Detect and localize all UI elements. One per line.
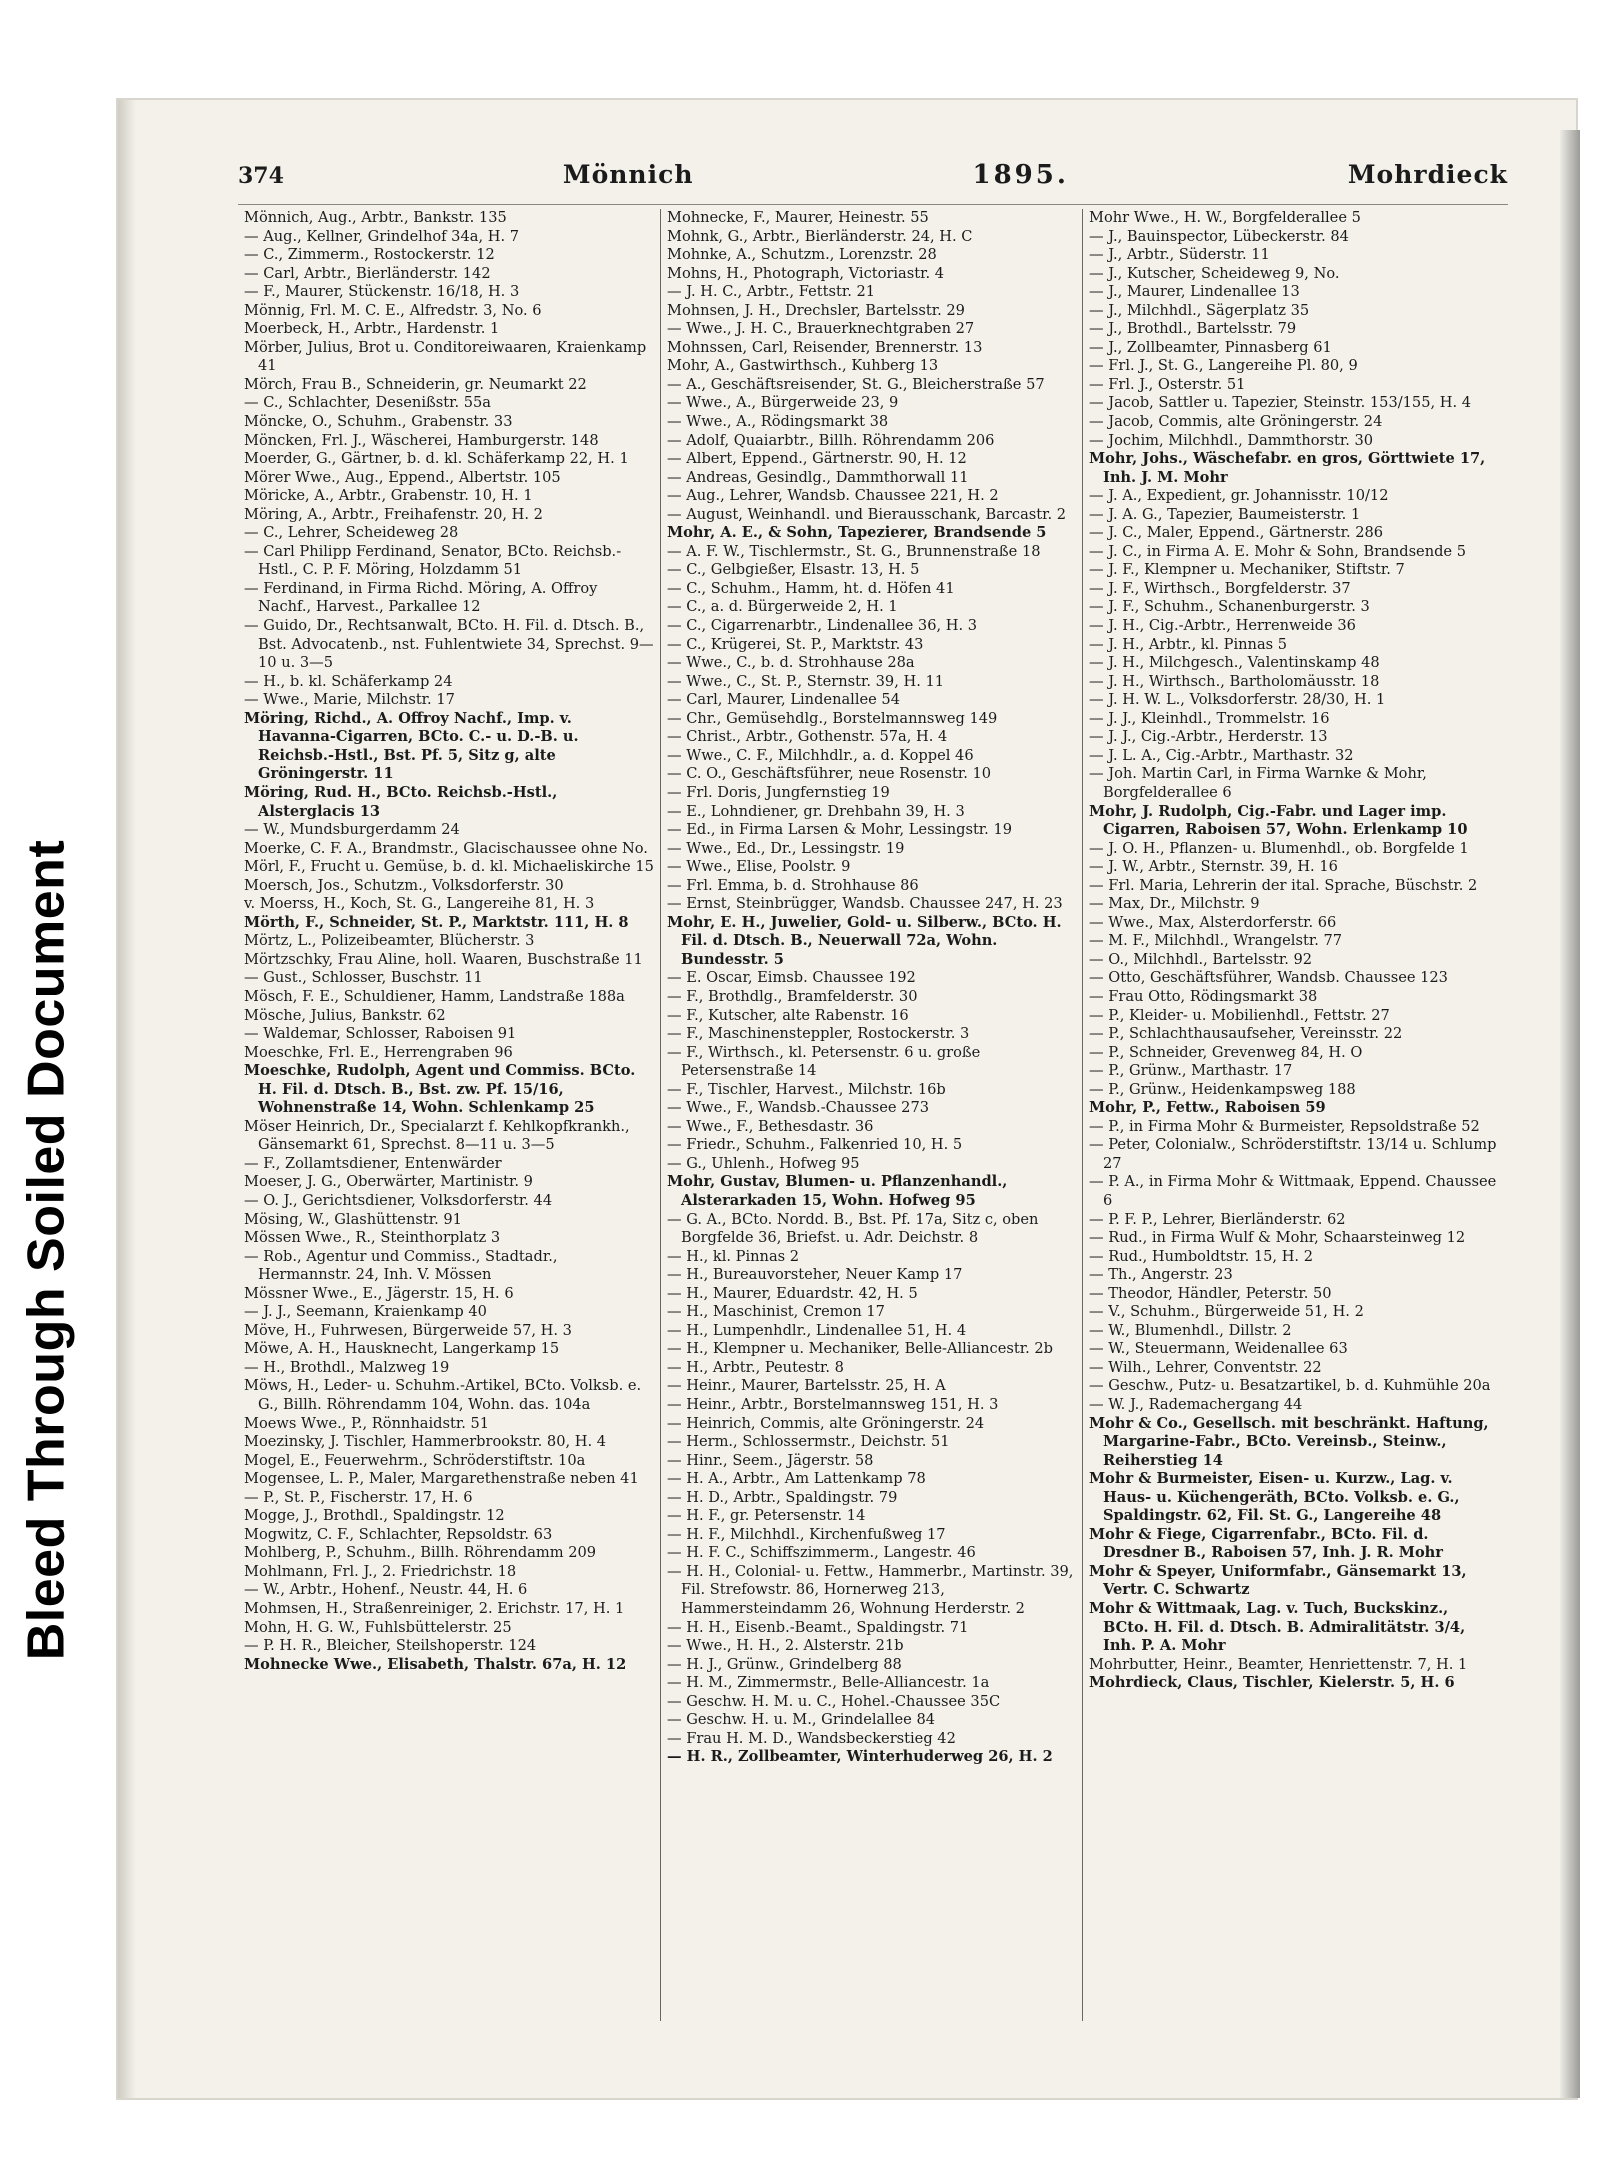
directory-entry: Mohlmann, Frl. J., 2. Friedrichstr. 18 — [244, 1562, 517, 1580]
directory-entry: — Ernst, Steinbrügger, Wandsb. Chaussee 247, H. 23 — [667, 895, 1063, 913]
directory-entry: — F., Maschinensteppler, Rostockerstr. 3 — [667, 1025, 970, 1043]
directory-entry: — F., Zollamtsdiener, Entenwärder — [244, 1154, 502, 1172]
directory-entry: — C., Zimmerm., Rostockerstr. 12 — [244, 246, 495, 264]
directory-entry: Moerke, C. F. A., Brandmstr., Glacischaussee ohne No. — [244, 839, 648, 857]
directory-entry: Mohnecke Wwe., Elisabeth, Thalstr. 67a, H. 12 — [244, 1655, 627, 1673]
directory-entry: Mösing, W., Glashüttenstr. 91 — [244, 1210, 462, 1228]
directory-entry: — P. A., in Firma Mohr & Wittmaak, Eppend. Chaussee 6 — [1089, 1173, 1497, 1209]
directory-entry: — Andreas, Gesindlg., Dammthorwall 11 — [667, 468, 969, 486]
directory-entry: Möring, A., Arbtr., Freihafenstr. 20, H. 2 — [244, 505, 543, 523]
directory-entry: — P., Schlachthausaufseher, Vereinsstr. 22 — [1089, 1025, 1403, 1043]
header-left-word: Mönnich — [562, 160, 694, 189]
directory-entry: — V., Schuhm., Bürgerweide 51, H. 2 — [1089, 1303, 1364, 1321]
directory-entry: — Albert, Eppend., Gärtnerstr. 90, H. 12 — [667, 450, 967, 468]
directory-entry: — Wwe., C., St. P., Sternstr. 39, H. 11 — [667, 672, 945, 690]
directory-entry: — Peter, Colonialw., Schröderstiftstr. 13/14 u. Schlump 27 — [1089, 1136, 1497, 1172]
directory-entry: Mörth, F., Schneider, St. P., Marktstr. 111, H. 8 — [244, 913, 629, 931]
directory-entry: — P., Schneider, Grevenweg 84, H. O — [1089, 1043, 1363, 1061]
directory-entry: Möwe, A. H., Hausknecht, Langerkamp 15 — [244, 1340, 560, 1358]
page-shadow-right — [1560, 130, 1580, 2098]
directory-entry: — Frau H. M. D., Wandsbeckerstieg 42 — [667, 1729, 956, 1747]
directory-entry: — O. J., Gerichtsdiener, Volksdorferstr. 44 — [244, 1191, 553, 1209]
directory-entry: — C., a. d. Bürgerweide 2, H. 1 — [667, 598, 898, 616]
page-header — [238, 160, 1508, 205]
directory-entry: — J. W., Arbtr., Sternstr. 39, H. 16 — [1089, 858, 1338, 876]
directory-entry: — H., Arbtr., Peutestr. 8 — [667, 1358, 844, 1376]
directory-entry: — J. C., Maler, Eppend., Gärtnerstr. 286 — [1089, 524, 1384, 542]
directory-entry: — H. D., Arbtr., Spaldingstr. 79 — [667, 1488, 898, 1506]
directory-entry: — Geschw., Putz- u. Besatzartikel, b. d. Kuhmühle 20a — [1089, 1377, 1491, 1395]
directory-entry: — J. F., Wirthsch., Borgfelderstr. 37 — [1089, 579, 1351, 597]
directory-entry: Moeschke, Frl. E., Herrengraben 96 — [244, 1043, 513, 1061]
directory-page — [238, 160, 1508, 2040]
directory-entry: — J. H., Milchgesch., Valentinskamp 48 — [1089, 654, 1380, 672]
directory-entry: Mogel, E., Feuerwehrm., Schröderstiftstr. 10a — [244, 1451, 586, 1469]
directory-entry: — W. J., Rademachergang 44 — [1089, 1396, 1303, 1413]
directory-entry: — Max, Dr., Milchstr. 9 — [1089, 895, 1260, 913]
directory-entry: — J. F., Klempner u. Mechaniker, Stiftstr. 7 — [1089, 561, 1405, 579]
directory-entry: — Jochim, Milchhdl., Dammthorstr. 30 — [1089, 431, 1374, 449]
directory-entry: Mösche, Julius, Bankstr. 62 — [244, 1006, 446, 1024]
directory-entry: — Wwe., Ed., Dr., Lessingstr. 19 — [667, 839, 905, 857]
directory-entry: — J. H. C., Arbtr., Fettstr. 21 — [667, 283, 876, 301]
directory-entry: — J. O. H., Pflanzen- u. Blumenhdl., ob. Borgfelde 1 — [1089, 839, 1469, 857]
directory-entry: — H., Maschinist, Cremon 17 — [667, 1303, 885, 1321]
directory-entry: — E., Lohndiener, gr. Drehbahn 39, H. 3 — [667, 802, 965, 820]
directory-entry: Mogensee, L. P., Maler, Margarethenstraße neben 41 — [244, 1470, 639, 1488]
directory-entry: Mohn, H. G. W., Fuhlsbüttelerstr. 25 — [244, 1618, 512, 1636]
directory-entry: Mohr & Co., Gesellsch. mit beschränkt. Haftung, Margarine-Fabr., BCto. Vereinsb., Steinw., Reiherstieg 14 — [1089, 1414, 1489, 1469]
directory-entry: — H. F. C., Schiffszimmerm., Langestr. 46 — [667, 1544, 976, 1562]
directory-entry: Mohnssen, Carl, Reisender, Brennerstr. 13 — [667, 338, 983, 356]
directory-entry: — Wwe., Max, Alsterdorferstr. 66 — [1089, 913, 1337, 931]
directory-entry: — Wilh., Lehrer, Conventstr. 22 — [1089, 1358, 1322, 1376]
page-number: 374 — [238, 163, 284, 189]
directory-entry: — Wwe., J. H. C., Brauerknechtgraben 27 — [667, 320, 975, 338]
directory-entry: — C. O., Geschäftsführer, neue Rosenstr. 10 — [667, 765, 992, 783]
directory-entry: — H. R., Zollbeamter, Winterhuderweg 26, H. 2 — [667, 1748, 1053, 1766]
directory-entry: — Heinr., Maurer, Bartelsstr. 25, H. A — [667, 1377, 946, 1395]
directory-entry: — H. J., Grünw., Grindelberg 88 — [667, 1655, 902, 1673]
directory-entry: — Wwe., H. H., 2. Alsterstr. 21b — [667, 1637, 904, 1655]
directory-entry: Mohr & Speyer, Uniformfabr., Gänsemarkt 13, Vertr. C. Schwartz — [1089, 1562, 1467, 1599]
directory-entry: — C., Lehrer, Scheideweg 28 — [244, 524, 459, 542]
directory-entry: — Waldemar, Schlosser, Raboisen 91 — [244, 1025, 517, 1043]
directory-entry: — H., Maurer, Eduardstr. 42, H. 5 — [667, 1284, 918, 1302]
directory-entry: Mohrdieck, Claus, Tischler, Kielerstr. 5, H. 6 — [1089, 1674, 1455, 1692]
directory-entry: — Hinr., Seem., Jägerstr. 58 — [667, 1451, 874, 1469]
directory-entry: — J. J., Cig.-Arbtr., Herderstr. 13 — [1089, 728, 1328, 746]
directory-entry: Möring, Rud. H., BCto. Reichsb.-Hstl., Alsterglacis 13 — [244, 783, 558, 820]
directory-entry: Mohmsen, H., Straßenreiniger, 2. Erichstr. 17, H. 1 — [244, 1600, 625, 1618]
directory-entry: Möncken, Frl. J., Wäscherei, Hamburgerstr. 148 — [244, 431, 599, 449]
directory-entry: Möser Heinrich, Dr., Specialarzt f. Kehlkopfkrankh., Gänsemarkt 61, Sprechst. 8—11 u. 3—5 — [244, 1117, 630, 1154]
directory-entry: — Wwe., C. F., Milchhdlr., a. d. Koppel 46 — [667, 746, 974, 764]
directory-entry: — O., Milchhdl., Bartelsstr. 92 — [1089, 950, 1313, 968]
directory-entry: Mössner Wwe., E., Jägerstr. 15, H. 6 — [244, 1284, 514, 1302]
directory-entry: — Ed., in Firma Larsen & Mohr, Lessingstr. 19 — [667, 821, 1013, 839]
directory-entry: Mohr, A. E., & Sohn, Tapezierer, Brandsende 5 — [667, 524, 1047, 542]
header-year: 1895. — [972, 160, 1069, 190]
directory-entry: — Wwe., F., Wandsb.-Chaussee 273 — [667, 1099, 930, 1117]
directory-entry: — Aug., Lehrer, Wandsb. Chaussee 221, H. 2 — [667, 487, 999, 505]
directory-entry: — H., Klempner u. Mechaniker, Belle-Alliancestr. 2b — [667, 1340, 1053, 1358]
directory-columns — [238, 209, 1508, 2021]
directory-entry: — Heinrich, Commis, alte Gröningerstr. 24 — [667, 1414, 985, 1432]
directory-entry: — Herm., Schlossermstr., Deichstr. 51 — [667, 1433, 950, 1451]
directory-entry: — Heinr., Arbtr., Borstelmannsweg 151, H. 3 — [667, 1396, 999, 1413]
directory-entry: — J. A. G., Tapezier, Baumeisterstr. 1 — [1089, 505, 1361, 523]
directory-entry: — J. H., Arbtr., kl. Pinnas 5 — [1089, 635, 1288, 653]
directory-entry: Moeschke, Rudolph, Agent und Commiss. BCto. H. Fil. d. Dtsch. B., Bst. zw. Pf. 15/16, Wohnenstraße 14, Wohn. Schlenkamp 25 — [244, 1062, 636, 1117]
directory-entry: — W., Steuermann, Weidenallee 63 — [1089, 1340, 1348, 1358]
directory-entry: — Geschw. H. M. u. C., Hohel.-Chaussee 35C — [667, 1692, 1001, 1710]
directory-entry: — Wwe., Elise, Poolstr. 9 — [667, 858, 851, 876]
directory-entry: Mörtzschky, Frau Aline, holl. Waaren, Buschstraße 11 — [244, 950, 643, 968]
directory-entry: — W., Mundsburgerdamm 24 — [244, 821, 460, 839]
directory-entry: Moezinsky, J. Tischler, Hammerbrookstr. 80, H. 4 — [244, 1433, 607, 1451]
directory-entry: Mohr, Gustav, Blumen- u. Pflanzenhandl., Alsterarkaden 15, Wohn. Hofweg 95 — [667, 1173, 1008, 1209]
directory-entry: — H. M., Zimmermstr., Belle-Alliancestr. 1a — [667, 1674, 990, 1692]
directory-entry: — August, Weinhandl. und Bierausschank, Barcastr. 2 — [667, 505, 1067, 523]
directory-entry: — H. F., gr. Petersenstr. 14 — [667, 1507, 866, 1525]
directory-entry: — Wwe., F., Bethesdastr. 36 — [667, 1117, 874, 1135]
directory-entry: — P., St. P., Fischerstr. 17, H. 6 — [244, 1488, 473, 1506]
directory-entry: — P., Grünw., Marthastr. 17 — [1089, 1062, 1293, 1080]
directory-entry: Möring, Richd., A. Offroy Nachf., Imp. v. Havanna-Cigarren, BCto. C.- u. D.-B. u. Reichsb.-Hstl., Bst. Pf. 5, Sitz g, alte Gröningerstr. 11 — [244, 709, 579, 783]
directory-entry: — J. H., Wirthsch., Bartholomäusstr. 18 — [1089, 672, 1380, 690]
directory-entry: — M. F., Milchhdl., Wrangelstr. 77 — [1089, 932, 1343, 950]
directory-entry: — Carl, Maurer, Lindenallee 54 — [667, 691, 900, 709]
directory-entry: — G. A., BCto. Nordd. B., Bst. Pf. 17a, Sitz c, oben Borgfelde 36, Briefst. u. Adr. Deichstr. 8 — [667, 1210, 1039, 1247]
directory-entry: Mohrbutter, Heinr., Beamter, Henriettenstr. 7, H. 1 — [1089, 1655, 1468, 1673]
directory-entry: — F., Kutscher, alte Rabenstr. 16 — [667, 1006, 909, 1024]
directory-entry: — J., Bauinspector, Lübeckerstr. 84 — [1089, 227, 1349, 245]
directory-entry: — Th., Angerstr. 23 — [1089, 1266, 1233, 1284]
directory-entry: — Guido, Dr., Rechtsanwalt, BCto. H. Fil. d. Dtsch. B., Bst. Advocatenb., nst. Fuhlentwiete 34, Sprechst. 9—10 u. 3—5 — [244, 617, 654, 672]
directory-entry: Mörber, Julius, Brot u. Conditoreiwaaren, Kraienkamp 41 — [244, 338, 647, 375]
directory-entry: — C., Schuhm., Hamm, ht. d. Höfen 41 — [667, 579, 955, 597]
directory-entry: Mohnsen, J. H., Drechsler, Bartelsstr. 29 — [667, 301, 965, 319]
directory-entry: — Aug., Kellner, Grindelhof 34a, H. 7 — [244, 227, 520, 245]
directory-entry: — Otto, Geschäftsführer, Wandsb. Chaussee 123 — [1089, 969, 1448, 987]
directory-entry: — J., Arbtr., Süderstr. 11 — [1089, 246, 1270, 264]
directory-entry: — J. J., Kleinhdl., Trommelstr. 16 — [1089, 709, 1330, 727]
directory-entry: — P., Grünw., Heidenkampsweg 188 — [1089, 1080, 1356, 1098]
directory-entry: Möws, H., Leder- u. Schuhm.-Artikel, BCto. Volksb. e. G., Billh. Röhrendamm 104, Wohn. das. 104a — [244, 1377, 642, 1413]
directory-entry: — G., Uhlenh., Hofweg 95 — [667, 1154, 860, 1172]
directory-entry: — H., Lumpenhdlr., Lindenallee 51, H. 4 — [667, 1321, 967, 1339]
directory-entry: Mohnecke, F., Maurer, Heinestr. 55 — [667, 209, 929, 226]
directory-entry: — J. F., Schuhm., Schanenburgerstr. 3 — [1089, 598, 1370, 616]
directory-entry: Möve, H., Fuhrwesen, Bürgerweide 57, H. 3 — [244, 1321, 572, 1339]
directory-entry: — C., Krügerei, St. P., Marktstr. 43 — [667, 635, 924, 653]
directory-entry: Mohlberg, P., Schuhm., Billh. Röhrendamm 209 — [244, 1544, 597, 1562]
directory-entry: — Geschw. H. u. M., Grindelallee 84 — [667, 1711, 936, 1729]
directory-entry: — A., Geschäftsreisender, St. G., Bleicherstraße 57 — [667, 375, 1045, 393]
directory-entry: — H., Brothdl., Malzweg 19 — [244, 1358, 450, 1376]
directory-entry: — Rud., Humboldtstr. 15, H. 2 — [1089, 1247, 1313, 1265]
directory-entry: — H., Bureauvorsteher, Neuer Kamp 17 — [667, 1266, 963, 1284]
directory-entry: — Wwe., Marie, Milchstr. 17 — [244, 691, 455, 709]
directory-entry: — H., kl. Pinnas 2 — [667, 1247, 800, 1265]
directory-entry: — J. H., Cig.-Arbtr., Herrenweide 36 — [1089, 617, 1356, 635]
header-right-word: Mohrdieck — [1347, 160, 1508, 189]
directory-entry: — Gust., Schlosser, Buschstr. 11 — [244, 969, 483, 987]
directory-entry: — Rud., in Firma Wulf & Mohr, Schaarsteinweg 12 — [1089, 1229, 1466, 1247]
directory-entry: — F., Maurer, Stückenstr. 16/18, H. 3 — [244, 283, 520, 301]
directory-entry: — Frl. J., St. G., Langereihe Pl. 80, 9 — [1089, 357, 1358, 375]
directory-entry: — P., Kleider- u. Mobilienhdl., Fettstr. 27 — [1089, 1006, 1390, 1024]
directory-entry: — J., Kutscher, Scheideweg 9, No. — [1089, 264, 1340, 282]
directory-entry: — J., Brothdl., Bartelsstr. 79 — [1089, 320, 1297, 338]
directory-entry: — C., Cigarrenarbtr., Lindenallee 36, H. 3 — [667, 617, 978, 635]
directory-entry: Mohnk, G., Arbtr., Bierländerstr. 24, H. C — [667, 227, 973, 245]
directory-entry: Möncke, O., Schuhm., Grabenstr. 33 — [244, 413, 513, 431]
directory-entry: — Carl Philipp Ferdinand, Senator, BCto. Reichsb.-Hstl., C. P. F. Möring, Holzdamm 51 — [244, 542, 622, 579]
directory-entry: Mössen Wwe., R., Steinthorplatz 3 — [244, 1229, 501, 1247]
directory-entry: Mohr & Burmeister, Eisen- u. Kurzw., Lag. v. Haus- u. Küchengeräth, BCto. Volksb. e. G., Spaldingstr. 62, Fil. St. G., Langereihe 48 — [1089, 1470, 1460, 1525]
directory-entry: — Theodor, Händler, Peterstr. 50 — [1089, 1284, 1332, 1302]
directory-entry: — J. L. A., Cig.-Arbtr., Marthastr. 32 — [1089, 746, 1354, 764]
directory-entry: — Wwe., A., Bürgerweide 23, 9 — [667, 394, 899, 412]
directory-entry: — C., Schlachter, Desenißstr. 55a — [244, 394, 492, 412]
directory-entry: — H. A., Arbtr., Am Lattenkamp 78 — [667, 1470, 926, 1488]
directory-entry: v. Moerss, H., Koch, St. G., Langereihe 81, H. 3 — [244, 895, 595, 913]
directory-entry: — J., Milchhdl., Sägerplatz 35 — [1089, 301, 1310, 319]
directory-entry: — Frl. Maria, Lehrerin der ital. Sprache, Büschstr. 2 — [1089, 876, 1478, 894]
directory-entry: — Rob., Agentur und Commiss., Stadtadr., Hermannstr. 24, Inh. V. Mössen — [244, 1247, 558, 1284]
directory-entry: — W., Blumenhdl., Dillstr. 2 — [1089, 1321, 1292, 1339]
directory-entry: Möricke, A., Arbtr., Grabenstr. 10, H. 1 — [244, 487, 533, 505]
directory-entry: Mohr, P., Fettw., Raboisen 59 — [1089, 1099, 1326, 1117]
directory-entry: — F., Wirthsch., kl. Petersenstr. 6 u. große Petersenstraße 14 — [667, 1043, 981, 1080]
directory-entry: Mohr Wwe., H. W., Borgfelderallee 5 — [1089, 209, 1361, 226]
directory-entry: Moerbeck, H., Arbtr., Hardenstr. 1 — [244, 320, 500, 338]
directory-entry: — Chr., Gemüsehdlg., Borstelmannsweg 149 — [667, 709, 998, 727]
directory-entry: — Jacob, Sattler u. Tapezier, Steinstr. 153/155, H. 4 — [1089, 394, 1472, 412]
directory-entry: — F., Tischler, Harvest., Milchstr. 16b — [667, 1080, 946, 1098]
directory-column-right — [1082, 209, 1504, 2021]
directory-entry: Mohr, E. H., Juwelier, Gold- u. Silberw., BCto. H. Fil. d. Dtsch. B., Neuerwall 72a, Wohn. Bundesstr. 5 — [667, 913, 1062, 968]
directory-entry: — Wwe., A., Rödingsmarkt 38 — [667, 413, 889, 431]
directory-entry: — J. C., in Firma A. E. Mohr & Sohn, Brandsende 5 — [1089, 542, 1466, 560]
directory-entry: — Carl, Arbtr., Bierländerstr. 142 — [244, 264, 491, 282]
directory-column-left — [238, 209, 660, 2021]
directory-entry: Mörtz, L., Polizeibeamter, Blücherstr. 3 — [244, 932, 535, 950]
directory-entry: — E. Oscar, Eimsb. Chaussee 192 — [667, 969, 916, 987]
directory-entry: Mörch, Frau B., Schneiderin, gr. Neumarkt 22 — [244, 375, 587, 393]
directory-entry: — H., b. kl. Schäferkamp 24 — [244, 672, 453, 690]
directory-entry: Moersch, Jos., Schutzm., Volksdorferstr. 30 — [244, 876, 564, 894]
directory-entry: Moeser, J. G., Oberwärter, Martinistr. 9 — [244, 1173, 533, 1191]
directory-entry: — W., Arbtr., Hohenf., Neustr. 44, H. 6 — [244, 1581, 528, 1599]
directory-entry: — Frl. Emma, b. d. Strohhause 86 — [667, 876, 919, 894]
directory-entry: — P. H. R., Bleicher, Steilshoperstr. 124 — [244, 1637, 537, 1655]
directory-entry: Mörl, F., Frucht u. Gemüse, b. d. kl. Michaeliskirche 15 — [244, 858, 654, 876]
directory-entry: — J. A., Expedient, gr. Johannisstr. 10/12 — [1089, 487, 1389, 505]
directory-entry: — Jacob, Commis, alte Gröningerstr. 24 — [1089, 413, 1383, 431]
directory-entry: Mohr & Fiege, Cigarrenfabr., BCto. Fil. d. Dresdner B., Raboisen 57, Inh. J. R. Mohr — [1089, 1525, 1443, 1562]
directory-entry: Mohr, J. Rudolph, Cig.-Fabr. und Lager imp. Cigarren, Raboisen 57, Wohn. Erlenkamp 10 — [1089, 802, 1468, 839]
directory-entry: Mönnig, Frl. M. C. E., Alfredstr. 3, No. 6 — [244, 301, 542, 319]
directory-entry: — Adolf, Quaiarbtr., Billh. Röhrendamm 206 — [667, 431, 995, 449]
directory-entry: Moerder, G., Gärtner, b. d. kl. Schäferkamp 22, H. 1 — [244, 450, 629, 468]
directory-entry: — Frau Otto, Rödingsmarkt 38 — [1089, 987, 1318, 1005]
directory-entry: Mohnke, A., Schutzm., Lorenzstr. 28 — [667, 246, 937, 264]
directory-entry: — H. H., Colonial- u. Fettw., Hammerbr., Martinstr. 39, Fil. Strefowstr. 86, Hornerweg 213, Hammersteindamm 26, Wohnung Herderstr. 2 — [667, 1562, 1074, 1618]
directory-entry: Mohr, Johs., Wäschefabr. en gros, Görttwiete 17, Inh. J. M. Mohr — [1089, 450, 1486, 486]
directory-entry: — J., Maurer, Lindenallee 13 — [1089, 283, 1300, 301]
directory-entry: — F., Brothdlg., Bramfelderstr. 30 — [667, 987, 918, 1005]
directory-entry: Mohr & Wittmaak, Lag. v. Tuch, Buckskinz., BCto. H. Fil. d. Dtsch. B. Admiralitätstr. 3/4, Inh. P. A. Mohr — [1089, 1600, 1466, 1655]
page-shadow-left — [118, 100, 136, 2098]
directory-entry: — Ferdinand, in Firma Richd. Möring, A. Offroy Nachf., Harvest., Parkallee 12 — [244, 579, 598, 616]
directory-entry: Mönnich, Aug., Arbtr., Bankstr. 135 — [244, 209, 507, 226]
directory-entry: — Christ., Arbtr., Gothenstr. 57a, H. 4 — [667, 728, 948, 746]
directory-entry: — J. H. W. L., Volksdorferstr. 28/30, H. 1 — [1089, 691, 1386, 709]
directory-entry: Mohr, A., Gastwirthsch., Kuhberg 13 — [667, 357, 939, 375]
directory-entry: — Wwe., C., b. d. Strohhause 28a — [667, 654, 915, 672]
directory-entry: Mogwitz, C. F., Schlachter, Repsoldstr. 63 — [244, 1525, 553, 1543]
directory-entry: Mörer Wwe., Aug., Eppend., Albertstr. 105 — [244, 468, 561, 486]
directory-entry: Moews Wwe., P., Rönnhaidstr. 51 — [244, 1414, 490, 1432]
directory-column-middle — [660, 209, 1082, 2021]
directory-entry: — J., Zollbeamter, Pinnasberg 61 — [1089, 338, 1332, 356]
directory-entry: — C., Gelbgießer, Elsastr. 13, H. 5 — [667, 561, 920, 579]
label-strip — [0, 690, 92, 1810]
directory-entry: — H. F., Milchhdl., Kirchenfußweg 17 — [667, 1525, 946, 1543]
directory-entry: — Frl. J., Osterstr. 51 — [1089, 375, 1246, 393]
directory-entry: — Friedr., Schuhm., Falkenried 10, H. 5 — [667, 1136, 963, 1154]
directory-entry: — J. J., Seemann, Kraienkamp 40 — [244, 1303, 487, 1321]
directory-entry: — Joh. Martin Carl, in Firma Warnke & Mohr, Borgfelderallee 6 — [1089, 765, 1427, 801]
directory-entry: — P. F. P., Lehrer, Bierländerstr. 62 — [1089, 1210, 1346, 1228]
directory-entry: — H. H., Eisenb.-Beamt., Spaldingstr. 71 — [667, 1618, 969, 1636]
directory-entry: — P., in Firma Mohr & Burmeister, Repsoldstraße 52 — [1089, 1117, 1480, 1135]
directory-entry: Mogge, J., Brothdl., Spaldingstr. 12 — [244, 1507, 505, 1525]
bleed-through-label: Bleed Through Soiled Document — [17, 839, 75, 1661]
directory-entry: Mösch, F. E., Schuldiener, Hamm, Landstraße 188a — [244, 987, 625, 1005]
directory-entry: — Frl. Doris, Jungfernstieg 19 — [667, 783, 890, 801]
directory-entry: Mohns, H., Photograph, Victoriastr. 4 — [667, 264, 945, 282]
directory-entry: — A. F. W., Tischlermstr., St. G., Brunnenstraße 18 — [667, 542, 1041, 560]
